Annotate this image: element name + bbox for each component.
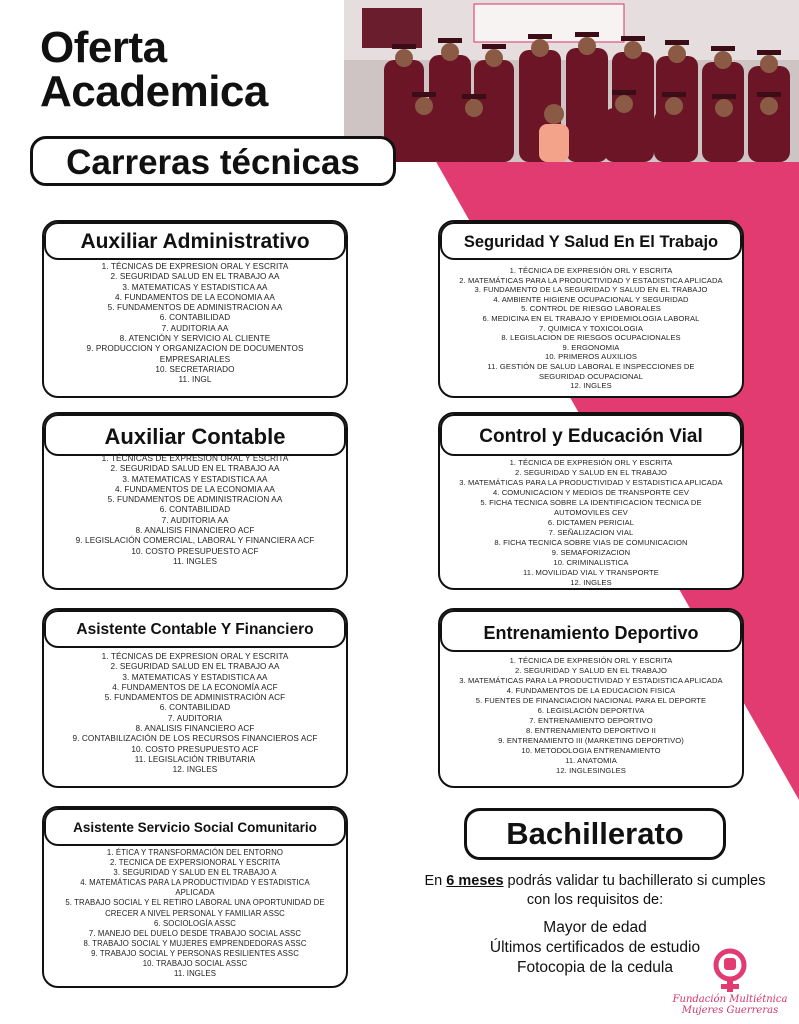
course-item: 12. INGLES — [172, 765, 218, 775]
program-title: Entrenamiento Deportivo — [440, 610, 742, 652]
course-item: 11. INGL — [178, 375, 212, 385]
course-item: 11. ANATOMIA — [565, 756, 617, 765]
course-list — [52, 262, 338, 386]
course-item: 10. TRABAJO SOCIAL ASSC — [142, 959, 248, 969]
course-item: 6. CONTABILIDAD — [159, 505, 231, 515]
female-fist-icon — [670, 948, 790, 994]
course-item: 5. FUNDAMENTOS DE ADMINISTRACION AA — [107, 303, 283, 313]
requirement-item: Últimos certificados de estudio — [489, 939, 701, 956]
course-item: 1. TÉCNICAS DE EXPRESION ORAL Y ESCRITA — [101, 454, 289, 463]
course-item: 10. METODOLOGIA ENTRENAMIENTO — [521, 746, 661, 755]
course-item: 4. MATEMÁTICAS PARA LA PRODUCTIVIDAD Y ESTADISTICA APLICADA — [80, 878, 310, 898]
course-item: 2. MATEMÁTICAS PARA LA PRODUCTIVIDAD Y ESTADISTICA APLICADA — [459, 275, 723, 285]
course-item: 2. SEGURIDAD SALUD EN EL TRABAJO AA — [110, 662, 280, 672]
course-item: 12. INGLESINGLES — [556, 766, 626, 775]
course-item: 1. TÉCNICA DE EXPRESIÓN ORL Y ESCRITA — [509, 266, 673, 275]
course-item: 9. TRABAJO SOCIAL Y PERSONAS RESILIENTES ASSC — [91, 948, 299, 958]
bachillerato-text-pre: En — [424, 873, 447, 889]
course-item: 1. ÉTICA Y TRANSFORMACIÓN DEL ENTORNO — [106, 848, 284, 857]
course-item: 2. SEGURIDAD Y SALUD EN EL TRABAJO — [514, 666, 668, 675]
program-title: Asistente Contable Y Financiero — [44, 610, 346, 648]
course-item: 12. INGLES — [570, 381, 612, 391]
program-card-asistente-contable-financiero — [42, 608, 348, 788]
course-item: 2. SEGURIDAD SALUD EN EL TRABAJO AA — [110, 272, 280, 282]
course-item: 2. TECNICA DE EXPERSIONORAL Y ESCRITA — [109, 858, 281, 868]
course-item: 3. MATEMÁTICAS PARA LA PRODUCTIVIDAD Y ESTADISTICA APLICADA — [459, 676, 723, 685]
course-item: 3. MATEMÁTICAS PARA LA PRODUCTIVIDAD Y ESTADISTICA APLICADA — [459, 478, 723, 487]
course-item: 7. QUIMICA Y TOXICOLOGIA — [539, 323, 643, 333]
course-item: 9. LEGISLACIÓN COMERCIAL, LABORAL Y FINANCIERA ACF — [75, 536, 315, 546]
course-item: 11. GESTIÓN DE SALUD LABORAL E INSPECCIONES DE SEGURIDAD OCUPACIONAL — [487, 361, 695, 381]
course-item: 6. CONTABILIDAD — [159, 313, 231, 323]
course-list — [52, 652, 338, 776]
course-item: 11. LEGISLACIÓN TRIBUTARIA — [134, 754, 256, 764]
course-item: 9. PRODUCCION Y ORGANIZACION DE DOCUMENTOS EMPRESARIALES — [86, 344, 304, 364]
course-item: 6. DICTAMEN PERICIAL — [547, 518, 635, 527]
course-item: 8. TRABAJO SOCIAL Y MUJERES EMPRENDEDORAS ASSC — [83, 938, 307, 948]
course-item: 7. AUDITORIA — [167, 713, 223, 723]
course-item: 7. ENTRENAMIENTO DEPORTIVO — [529, 716, 653, 725]
course-item: 7. AUDITORIA AA — [161, 515, 229, 525]
course-item: 9. ERGONOMIA — [562, 342, 620, 352]
logo-line-1: Fundación Multiétnica — [672, 994, 788, 1005]
program-card-asistente-servicio-social — [42, 806, 348, 988]
course-item: 11. INGLES — [172, 556, 218, 566]
logo-text — [670, 994, 790, 1016]
course-item: 4. FUNDAMENTOS DE LA ECONOMIA AA — [114, 292, 275, 302]
bachillerato-description — [420, 872, 770, 910]
course-item: 3. MATEMATICAS Y ESTADISTICA AA — [122, 282, 268, 292]
requirement-item: Fotocopia de la cedula — [517, 959, 673, 976]
course-item: 7. AUDITORIA AA — [161, 323, 229, 333]
course-item: 10. CRIMINALISTICA — [553, 558, 629, 567]
title-line-2: Academica — [40, 67, 268, 116]
course-item: 5. FUENTES DE FINANCIACION NACIONAL PARA EL DEPORTE — [475, 696, 707, 705]
page-title — [40, 23, 268, 116]
course-item: 7. MANEJO DEL DUELO DESDE TRABAJO SOCIAL ASSC — [88, 928, 302, 938]
title-line-1: Oferta — [40, 23, 167, 72]
course-item: 7. SEÑALIZACION VIAL — [548, 528, 634, 537]
program-title: Auxiliar Contable — [44, 414, 346, 456]
course-item: 3. SEGURIDAD Y SALUD EN EL TRABAJO A — [113, 868, 277, 878]
course-item: 10. COSTO PRESUPUESTO ACF — [131, 546, 259, 556]
program-title: Control y Educación Vial — [440, 414, 742, 456]
course-list — [448, 656, 734, 776]
program-card-control-educacion-vial — [438, 412, 744, 590]
course-item: 5. FICHA TECNICA SOBRE LA IDENTIFICACION TECNICA DE AUTOMOVILES CEV — [480, 498, 702, 517]
course-item: 4. AMBIENTE HIGIENE OCUPACIONAL Y SEGURIDAD — [493, 294, 689, 304]
bachillerato-title: Bachillerato — [464, 808, 726, 860]
course-item: 3. MATEMATICAS Y ESTADISTICA AA — [122, 474, 268, 484]
course-item: 1. TÉCNICA DE EXPRESIÓN ORL Y ESCRITA — [509, 656, 673, 665]
graduation-photo — [344, 0, 799, 162]
course-item: 2. SEGURIDAD SALUD EN EL TRABAJO AA — [110, 464, 280, 474]
course-item: 1. TÉCNICA DE EXPRESIÓN ORL Y ESCRITA — [509, 458, 673, 467]
course-list — [448, 266, 734, 391]
requirement-item: Mayor de edad — [543, 919, 647, 936]
course-item: 6. CONTABILIDAD — [159, 703, 231, 713]
course-list — [52, 848, 338, 979]
bachillerato-text-post: podrás validar tu bachillerato si cumples con los requisitos de: — [503, 873, 766, 908]
course-item: 2. SEGURIDAD Y SALUD EN EL TRABAJO — [514, 468, 668, 477]
course-item: 5. CONTROL DE RIESGO LABORALES — [521, 304, 661, 314]
program-card-auxiliar-contable — [42, 412, 348, 590]
course-item: 5. TRABAJO SOCIAL Y EL RETIRO LABORAL UNA OPORTUNIDAD DE CRECER A NIVEL PERSONAL Y FAMILIAR ASSC — [65, 898, 325, 918]
program-title: Auxiliar Administrativo — [44, 222, 346, 260]
course-item: 10. SECRETARIADO — [155, 364, 235, 374]
course-item: 10. PRIMEROS AUXILIOS — [545, 352, 637, 362]
course-item: 8. ANALISIS FINANCIERO ACF — [135, 526, 255, 536]
course-list — [448, 458, 734, 588]
course-item: 9. ENTRENAMIENTO III (MARKETING DEPORTIVO) — [498, 736, 684, 745]
course-item: 11. INGLES — [173, 969, 217, 979]
course-item: 6. SOCIOLOGÍA ASSC — [154, 918, 236, 928]
course-item: 11. MOVILIDAD VIAL Y TRANSPORTE — [523, 568, 659, 577]
course-item: 1. TÉCNICAS DE EXPRESION ORAL Y ESCRITA — [101, 652, 289, 661]
program-card-entrenamiento-deportivo — [438, 608, 744, 788]
section-subtitle: Carreras técnicas — [30, 136, 396, 186]
foundation-logo — [670, 948, 790, 1024]
course-item: 4. COMUNICACION Y MEDIOS DE TRANSPORTE CEV — [492, 488, 690, 497]
course-item: 9. SEMAFORIZACION — [551, 548, 631, 557]
course-item: 8. FICHA TECNICA SOBRE VIAS DE COMUNICACION — [494, 538, 688, 547]
course-item: 4. FUNDAMENTOS DE LA ECONOMIA AA — [114, 484, 275, 494]
bachillerato-duration: 6 meses — [446, 873, 504, 889]
course-list — [52, 454, 338, 567]
course-item: 3. FUNDAMENTO DE LA SEGURIDAD Y SALUD EN EL TRABAJO — [474, 285, 708, 295]
course-item: 8. ENTRENAMIENTO DEPORTIVO II — [525, 726, 657, 735]
course-item: 8. ATENCIÓN Y SERVICIO AL CLIENTE — [119, 334, 271, 344]
course-item: 3. MATEMATICAS Y ESTADISTICA AA — [122, 672, 268, 682]
course-item: 8. LEGISLACION DE RIESGOS OCUPACIONALES — [501, 333, 681, 343]
program-title: Asistente Servicio Social Comunitario — [44, 808, 346, 846]
course-item: 1. TÉCNICAS DE EXPRESION ORAL Y ESCRITA — [101, 262, 289, 271]
course-item: 6. MEDICINA EN EL TRABAJO Y EPIDEMIOLOGIA LABORAL — [482, 313, 700, 323]
program-card-auxiliar-administrativo — [42, 220, 348, 398]
course-item: 9. CONTABILIZACIÓN DE LOS RECURSOS FINANCIEROS ACF — [72, 734, 318, 744]
course-item: 4. FUNDAMENTOS DE LA EDUCACION FISICA — [506, 686, 676, 695]
program-title: Seguridad Y Salud En El Trabajo — [440, 222, 742, 260]
course-item: 8. ANALISIS FINANCIERO ACF — [135, 724, 255, 734]
course-item: 12. INGLES — [570, 578, 612, 587]
program-card-seguridad-salud-trabajo — [438, 220, 744, 398]
course-item: 4. FUNDAMENTOS DE LA ECONOMÍA ACF — [112, 682, 278, 692]
course-item: 6. LEGISLACIÓN DEPORTIVA — [537, 706, 645, 715]
course-item: 5. FUNDAMENTOS DE ADMINISTRACION AA — [107, 495, 283, 505]
logo-line-2: Mujeres Guerreras — [681, 1005, 779, 1016]
course-item: 10. COSTO PRESUPUESTO ACF — [131, 744, 259, 754]
course-item: 5. FUNDAMENTOS DE ADMINISTRACIÓN ACF — [104, 693, 286, 703]
